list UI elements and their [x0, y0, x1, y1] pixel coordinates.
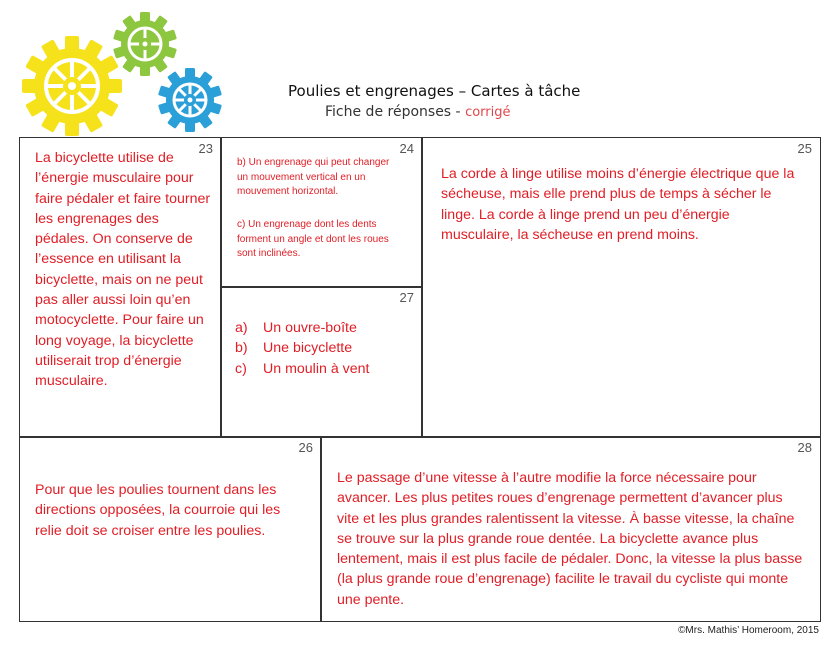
card-25-answer: La corde à linge utilise moins d’énergie électrique que la sécheuse, mais elle prend plus de temps à sécher le linge. La corde à linge prend un peu d’énergie musculaire, la sécheuse en prend moins.: [441, 166, 795, 243]
card-number: 26: [298, 440, 313, 455]
card-23-answer: La bicyclette utilise de l’énergie musculaire pour faire pédaler et faire tourner les engrenages des pédales. On conserve de l’essence en utilisant la bicyclette, mais on ne peut pas aller aussi loin qu’en motocyclette. Pour faire un long voyage, la bicyclette utiliserait trop d’énergie musculaire.: [35, 150, 211, 390]
blue-gear-icon: [158, 68, 222, 132]
card-24-answer-c: c) Un engrenage dont les dents forment un angle et dont les roues sont inclinées.: [237, 219, 389, 260]
card-number: 25: [797, 141, 812, 156]
card-number: 23: [198, 141, 213, 156]
card-25: [421, 137, 821, 438]
list-item: b) Une bicyclette: [235, 340, 353, 357]
gears-decoration: [20, 8, 230, 136]
card-24: [220, 137, 423, 288]
card-number: 27: [399, 290, 414, 305]
subtitle-prefix: Fiche de réponses -: [325, 104, 461, 120]
copyright: ©Mrs. Mathis’ Homeroom, 2015: [678, 625, 819, 636]
yellow-gear-icon: [22, 36, 122, 136]
card-28: [320, 436, 821, 622]
page-subtitle: [325, 104, 511, 120]
card-27: [220, 286, 423, 438]
subtitle-highlight: corrigé: [465, 105, 511, 120]
list-item: a) Un ouvre-boîte: [235, 320, 357, 336]
card-28-answer: Le passage d’une vitesse à l’autre modifie la force nécessaire pour avancer. Les plus petites roues d’engrenage permettent d’avancer plus vite et les plus grandes ralentissent la vitesse. À basse vitesse, la chaîne se trouve sur la plus grande roue dentée. La bicyclette avance plus lentement, mais il est plus facile de pédaler. Donc, la vitesse la plus basse (la plus grande roue d’engrenage) facilite le travail du cycliste qui monte une pente.: [337, 470, 803, 608]
card-26-answer: Pour que les poulies tournent dans les directions opposées, la courroie qui les relie doit se croiser entre les poulies.: [35, 482, 281, 539]
card-number: 24: [399, 141, 414, 156]
card-26: [19, 436, 322, 622]
card-27-answers: [235, 318, 415, 379]
green-gear-icon: [113, 12, 177, 76]
card-24-answer-b: b) Un engrenage qui peut changer un mouvement vertical en un mouvement horizontal.: [237, 157, 390, 198]
card-number: 28: [797, 440, 812, 455]
list-item: c) Un moulin à vent: [235, 360, 370, 377]
card-23: [19, 137, 222, 438]
page-title: Poulies et engrenages – Cartes à tâche: [288, 82, 581, 100]
